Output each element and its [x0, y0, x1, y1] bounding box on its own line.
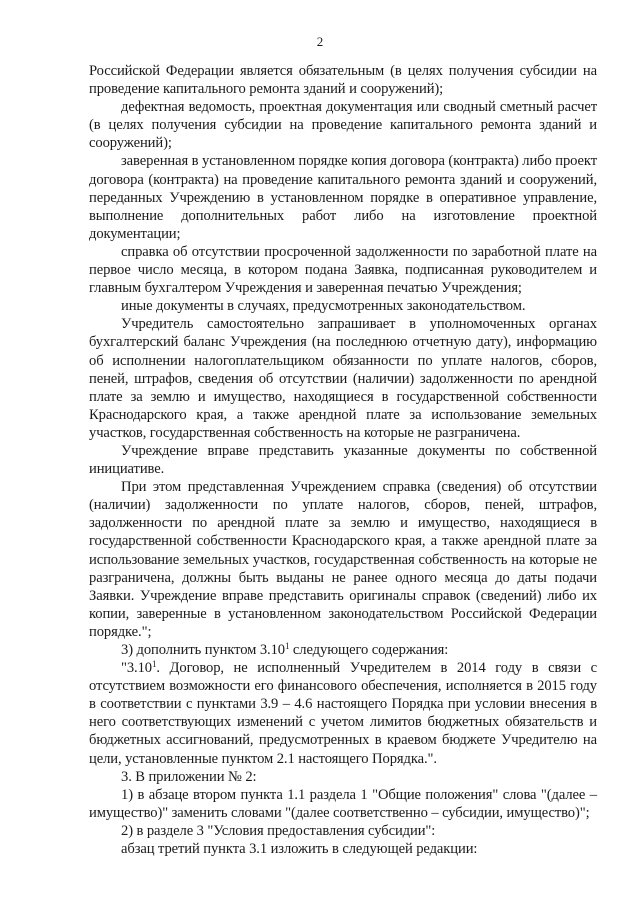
paragraph-defect-statement: дефектная ведомость, проектная документация или сводный сметный расчет (в целях получения субсидии на проведение капитального ремонта зданий и сооружений); — [89, 99, 597, 152]
page-number: 2 — [316, 34, 324, 49]
document-body — [89, 62, 597, 858]
paragraph-contract-copy: заверенная в установленном порядке копия договора (контракта) либо проект договора (контракта) на проведение капитального ремонта зданий и сооружений, переданных Учреждению в установленном порядке в оперативное управление, выполнение дополнительных работ либо на изготовление проектной документации; — [89, 153, 597, 242]
paragraph-founder-requests: Учредитель самостоятельно запрашивает в уполномоченных органах бухгалтерский баланс Учреждения (на последнюю отчетную дату), информацию об исполнении налогоплательщиком обязанности по уплате налогов, сборов, пеней, штрафов, сведения об отсутствии (наличии) задолженности по арендной плате за землю и имущество, находящиеся в государственной собственности Краснодарского края, а также арендной плате за использование земельных участков, государственная собственность на которые не разграничена. — [89, 316, 597, 441]
paragraph-continuation: Российской Федерации является обязательным (в целях получения субсидии на проведение капитального ремонта зданий и сооружений); — [89, 63, 597, 98]
appendix-paragraph-3-1: абзац третий пункта 3.1 изложить в следующей редакции: — [121, 841, 478, 858]
appendix-item-2: 2) в разделе 3 "Условия предоставления субсидии": — [121, 822, 436, 839]
paragraph-salary-certificate: справка об отсутствии просроченной задолженности по заработной плате на первое число месяца, в котором подана Заявка, подписанная руководителем и главным бухгалтером Учреждения и заверенная печатью Учреждения; — [89, 243, 597, 297]
paragraph-other-documents: иные документы в случаях, предусмотренных законодательством. — [121, 298, 526, 315]
paragraph-certificate-validity: При этом представленная Учреждением справка (сведения) об отсутствии (наличии) задолженности по уплате налогов, сборов, пеней, штрафов, задолженности по арендной плате за землю и имущество, находящиеся в государственной собственности Краснодарского края, а также арендной плате за использование земельных участков, государственная собственность на которые не разграничена, должны быть выданы не ранее одного месяца до даты подачи Заявки. Учреждение вправе представить оригиналы справок (сведений) либо их копии, заверенные в установленном законодательством Российской Федерации порядке."; — [89, 479, 597, 640]
item-3-quote: "3.10$^1$. Договор, не исполненный Учредителем в 2014 году в связи с отсутствием возможности его финансового обеспечения, исполняется в 2015 году в соответствии с пунктами 3.9 – 4.6 настоящего Порядка при условии внесения в него соответствующих изменений с учетом лимитов бюджетных обязательств и бюджетных ассигнований, предусмотренных в краевом бюджете Учредителю на цели, установленные пунктом 2.1 настоящего Порядка.". — [89, 659, 597, 767]
appendix-item-1: 1) в абзаце втором пункта 1.1 раздела 1 "Общие положения" слова "(далее – имущество)" заменить словами "(далее соответственно – субсидии, имущество)"; — [89, 786, 597, 821]
appendix-2-heading: 3. В приложении № 2: — [121, 768, 257, 785]
item-3-heading: 3) дополнить пунктом 3.10$^1$ следующего содержания: — [121, 641, 449, 658]
paragraph-own-initiative: Учреждение вправе представить указанные документы по собственной инициативе. — [89, 442, 597, 478]
